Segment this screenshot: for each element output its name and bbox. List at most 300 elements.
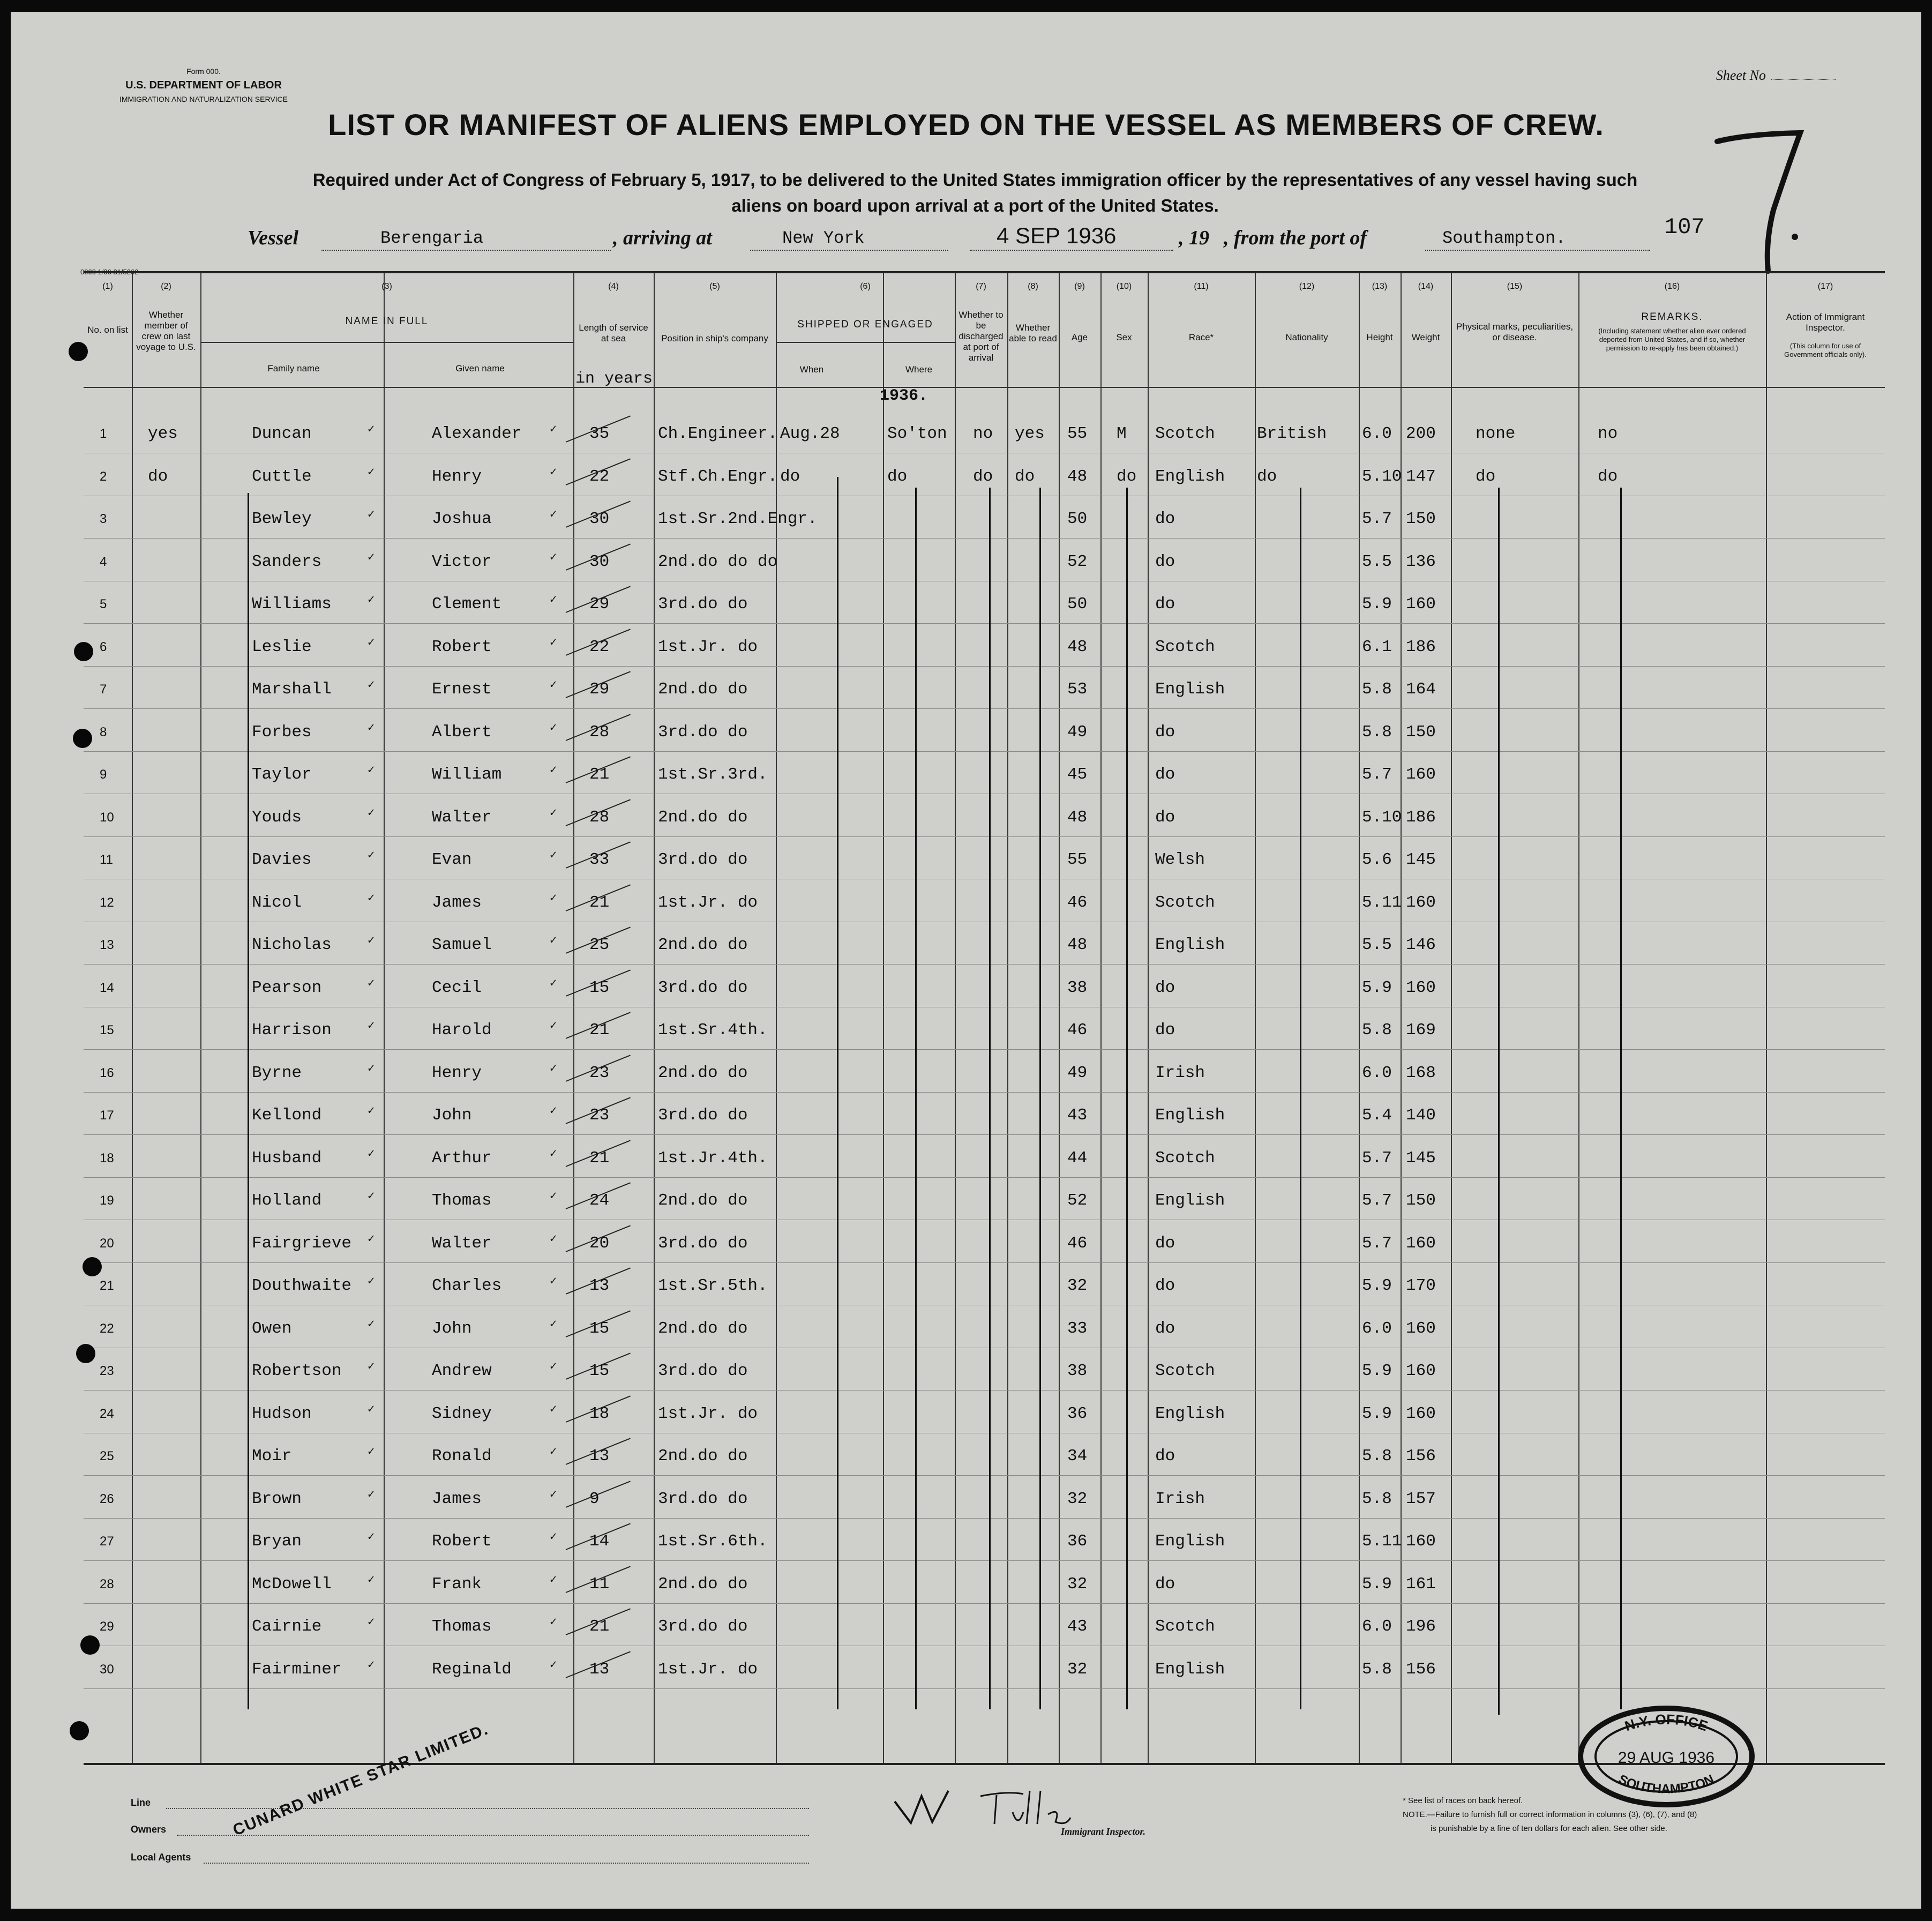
row-number: 16: [100, 1065, 114, 1080]
position: Ch.Engineer.: [658, 424, 778, 443]
check-mark: ✓: [368, 593, 375, 607]
age: 50: [1067, 595, 1088, 614]
position: 3rd.do do: [658, 850, 748, 869]
given-name: Henry: [432, 1063, 482, 1082]
note-fine: is punishable by a fine of ten dollars for each alien. See other side.: [1431, 1824, 1667, 1833]
family-name: Fairminer: [252, 1660, 342, 1679]
weight: 160: [1406, 1319, 1436, 1338]
given-name: Walter: [432, 1234, 492, 1253]
service-years: 29: [589, 595, 610, 614]
row-number: 20: [100, 1236, 114, 1251]
check-mark: ✓: [368, 1190, 375, 1203]
weight: 170: [1406, 1276, 1436, 1295]
check-mark: ✓: [550, 1275, 557, 1288]
family-name: Douthwaite: [252, 1276, 352, 1295]
height: 5.5: [1362, 552, 1392, 571]
age: 46: [1067, 1021, 1088, 1040]
check-mark: ✓: [550, 721, 557, 735]
height: 5.7: [1362, 1148, 1392, 1168]
position: 1st.Sr.6th.: [658, 1532, 768, 1551]
age: 55: [1067, 424, 1088, 443]
position: 2nd.do do: [658, 1191, 748, 1210]
table-row: [84, 1561, 1885, 1604]
position: 3rd.do do: [658, 1106, 748, 1125]
arriving-label: , arriving at: [613, 227, 712, 249]
ditto-line-read: [1039, 488, 1041, 1709]
given-name: Reginald: [432, 1660, 512, 1679]
header-shipped-or-engaged: SHIPPED OR ENGAGED: [797, 319, 933, 330]
weight: 169: [1406, 1021, 1436, 1040]
service-years: 13: [589, 1660, 610, 1679]
age: 32: [1067, 1574, 1088, 1594]
given-name: Samuel: [432, 936, 492, 954]
crew-table: [84, 271, 1885, 1765]
check-mark: ✓: [368, 1104, 375, 1118]
row-number: 27: [100, 1534, 114, 1549]
table-row: [84, 539, 1885, 581]
ditto-line-marks: [1498, 488, 1500, 1715]
header-name-in-full: NAME IN FULL: [345, 316, 429, 327]
position: 3rd.do do: [658, 1234, 748, 1253]
table-row: [84, 1603, 1885, 1646]
binder-hole: [80, 1635, 100, 1655]
position: 1st.Jr.4th.: [658, 1148, 768, 1168]
age: 48: [1067, 808, 1088, 827]
row-number: 30: [100, 1662, 114, 1677]
row-number: 11: [100, 853, 113, 867]
height: 5.8: [1362, 1660, 1392, 1679]
height: 5.7: [1362, 1234, 1392, 1253]
weight: 160: [1406, 1234, 1436, 1253]
age: 53: [1067, 680, 1088, 699]
row-number: 21: [100, 1279, 114, 1293]
given-name: Frank: [432, 1574, 482, 1594]
row-number: 25: [100, 1449, 114, 1463]
col-num-12: (12): [1299, 282, 1315, 291]
check-mark: ✓: [550, 550, 557, 564]
position: 2nd.do do: [658, 1319, 748, 1338]
check-mark: ✓: [368, 550, 375, 564]
service-years: 33: [589, 850, 610, 869]
family-name: Owen: [252, 1319, 292, 1338]
physical-marks: none: [1476, 424, 1516, 443]
service-years: 23: [589, 1106, 610, 1125]
service: IMMIGRATION AND NATURALIZATION SERVICE: [119, 95, 288, 103]
position: 1st.Jr. do: [658, 637, 758, 656]
height: 5.10: [1362, 467, 1402, 486]
service-years: 15: [589, 1319, 610, 1338]
check-mark: ✓: [550, 678, 557, 692]
row-number: 8: [100, 724, 107, 739]
table-row: [84, 410, 1885, 453]
company-stamp: CUNARD WHITE STAR LIMITED.: [230, 1720, 491, 1840]
departure-port: Southampton.: [1442, 228, 1566, 248]
race: Welsh: [1155, 850, 1205, 869]
position: 2nd.do do: [658, 1574, 748, 1594]
col-num-8: (8): [1028, 282, 1038, 291]
weight: 156: [1406, 1660, 1436, 1679]
col-num-13: (13): [1372, 282, 1388, 291]
race: English: [1155, 1404, 1225, 1423]
owners-label: Owners: [131, 1824, 167, 1835]
height: 5.4: [1362, 1106, 1392, 1125]
weight: 200: [1406, 424, 1436, 443]
family-name: Brown: [252, 1489, 302, 1508]
weight: 145: [1406, 1148, 1436, 1168]
table-row: [84, 581, 1885, 624]
nationality: British: [1257, 424, 1327, 443]
height: 5.7: [1362, 765, 1392, 784]
race: Scotch: [1155, 637, 1215, 656]
header-where: Where: [905, 364, 933, 375]
age: 48: [1067, 637, 1088, 656]
stamp-office: N.Y. OFFICE: [1622, 1711, 1710, 1735]
header-remarks-note: (Including statement whether alien ever ordered deported from United States, and if so, whether permission to re-apply has been obtained.): [1598, 327, 1746, 352]
table-row: [84, 1050, 1885, 1093]
table-row: [84, 666, 1885, 709]
race: Scotch: [1155, 424, 1215, 443]
shipped-where: So'ton: [887, 424, 947, 443]
given-name: Clement: [432, 595, 502, 614]
given-name: Harold: [432, 1021, 492, 1040]
position: 2nd.do do: [658, 680, 748, 699]
height: 5.7: [1362, 510, 1392, 528]
height: 5.5: [1362, 936, 1392, 954]
stamp-date: 29 AUG 1936: [1618, 1749, 1715, 1767]
row-number: 1: [100, 427, 107, 441]
table-row: [84, 1348, 1885, 1391]
race: do: [1155, 722, 1175, 742]
given-name: Victor: [432, 552, 492, 571]
height: 5.8: [1362, 1021, 1392, 1040]
service-years: 15: [589, 978, 610, 997]
family-name: Hudson: [252, 1404, 312, 1423]
race: English: [1155, 1106, 1225, 1125]
race: Irish: [1155, 1063, 1205, 1082]
given-name: Charles: [432, 1276, 502, 1295]
given-name: Evan: [432, 850, 472, 869]
header-nationality: Nationality: [1285, 332, 1328, 342]
weight: 186: [1406, 808, 1436, 827]
position: 2nd.do do: [658, 808, 748, 827]
height: 5.11: [1362, 893, 1402, 912]
family-name: Kellond: [252, 1106, 322, 1125]
service-years: 35: [589, 424, 610, 443]
check-mark: ✓: [550, 806, 557, 820]
height: 6.1: [1362, 637, 1392, 656]
service-years: 21: [589, 893, 610, 912]
table-row: [84, 1135, 1885, 1178]
check-mark: ✓: [368, 1616, 375, 1629]
table-row: [84, 1220, 1885, 1263]
table-row: [84, 709, 1885, 752]
weight: 160: [1406, 1362, 1436, 1380]
family-name: Husband: [252, 1148, 322, 1168]
col-num-5: (5): [709, 282, 720, 291]
height: 5.7: [1362, 1191, 1392, 1210]
race: English: [1155, 680, 1225, 699]
height: 5.9: [1362, 1362, 1392, 1380]
row-number: 9: [100, 767, 107, 782]
shipped-when: Aug.28: [780, 424, 840, 443]
vessel-label: Vessel: [248, 227, 298, 249]
col-num-10: (10): [1116, 282, 1132, 291]
check-mark: ✓: [550, 1147, 557, 1161]
height: 5.9: [1362, 595, 1392, 614]
given-name: Joshua: [432, 510, 492, 528]
weight: 160: [1406, 1404, 1436, 1423]
height: 5.9: [1362, 1404, 1392, 1423]
check-mark: ✓: [550, 1616, 557, 1629]
row-number: 23: [100, 1364, 114, 1378]
check-mark: ✓: [550, 636, 557, 649]
print-code: 0000 1/36 31/5262: [80, 268, 139, 276]
header-member-of-crew: Whether member of crew on last voyage to U.S.: [136, 310, 196, 352]
row-number: 10: [100, 810, 114, 825]
position: 2nd.do do do: [658, 552, 778, 571]
check-mark: ✓: [550, 1232, 557, 1246]
header-family-name: Family name: [267, 363, 320, 373]
service-years: 21: [589, 1617, 610, 1636]
ditto-line-when: [837, 477, 838, 1709]
table-row: [84, 1476, 1885, 1519]
check-mark: ✓: [550, 423, 557, 436]
table-row: [84, 1092, 1885, 1135]
check-mark: ✓: [368, 1402, 375, 1416]
header-physical-marks: Physical marks, peculiarities, or disease.: [1456, 322, 1574, 342]
row-number: 19: [100, 1193, 114, 1208]
position: 3rd.do do: [658, 978, 748, 997]
age: 38: [1067, 1362, 1088, 1380]
table-row: [84, 794, 1885, 837]
family-name: Forbes: [252, 722, 312, 742]
header-inspector-action: Action of Immigrant Inspector.: [1786, 312, 1865, 333]
check-mark: ✓: [550, 976, 557, 990]
physical-marks: do: [1476, 467, 1496, 486]
check-mark: ✓: [368, 1445, 375, 1459]
given-name: Arthur: [432, 1148, 492, 1168]
service-years: 18: [589, 1404, 610, 1423]
table-row: [84, 1305, 1885, 1348]
check-mark: ✓: [368, 764, 375, 777]
age: 43: [1067, 1106, 1088, 1125]
position: 2nd.do do: [658, 1447, 748, 1466]
discharged: no: [973, 424, 993, 443]
age: 38: [1067, 978, 1088, 997]
race: do: [1155, 1276, 1175, 1295]
row-number: 24: [100, 1406, 114, 1421]
check-mark: ✓: [368, 1232, 375, 1246]
ditto-line-discharged: [989, 488, 991, 1709]
note-races: * See list of races on back hereof.: [1403, 1796, 1523, 1805]
given-name: William: [432, 765, 502, 784]
family-name: Williams: [252, 595, 332, 614]
race: Scotch: [1155, 1362, 1215, 1380]
check-mark: ✓: [550, 1488, 557, 1501]
position: 1st.Jr. do: [658, 1404, 758, 1423]
check-mark: ✓: [550, 934, 557, 947]
weight: 150: [1406, 722, 1436, 742]
col-num-16: (16): [1664, 282, 1680, 291]
check-mark: ✓: [368, 423, 375, 436]
height: 5.9: [1362, 1276, 1392, 1295]
check-mark: ✓: [550, 1019, 557, 1033]
header-no-on-list: No. on list: [87, 325, 128, 335]
header-given-name: Given name: [455, 363, 505, 373]
weight: 160: [1406, 978, 1436, 997]
svg-text:SOUTHAMPTON: [1616, 1772, 1717, 1797]
line-label: Line: [131, 1797, 151, 1808]
col-num-15: (15): [1507, 282, 1523, 291]
weight: 145: [1406, 850, 1436, 869]
check-mark: ✓: [550, 1530, 557, 1544]
table-row: [84, 965, 1885, 1007]
family-name: Taylor: [252, 765, 312, 784]
height: 5.8: [1362, 722, 1392, 742]
col-num-9: (9): [1074, 282, 1085, 291]
check-mark: ✓: [550, 1402, 557, 1416]
row-number: 28: [100, 1576, 114, 1591]
table-row: [84, 1262, 1885, 1305]
family-name: Byrne: [252, 1063, 302, 1082]
given-name: Walter: [432, 808, 492, 827]
family-name: Moir: [252, 1447, 292, 1466]
position: 3rd.do do: [658, 1489, 748, 1508]
race: Scotch: [1155, 893, 1215, 912]
col-num-7: (7): [976, 282, 986, 291]
office-stamp: [1575, 1703, 1757, 1810]
service-years: 22: [589, 637, 610, 656]
race: English: [1155, 1191, 1225, 1210]
able-to-read: do: [1015, 467, 1035, 486]
ditto-line-crew: [248, 493, 249, 1709]
binder-hole: [73, 729, 92, 748]
age: 44: [1067, 1148, 1088, 1168]
table-row: [84, 1646, 1885, 1689]
check-mark: ✓: [550, 1062, 557, 1075]
table-row: [84, 1391, 1885, 1433]
ditto-line-sex: [1126, 488, 1128, 1709]
row-number: 3: [100, 512, 107, 526]
family-name: Nicol: [252, 893, 302, 912]
arrival-date-stamp: 4 SEP 1936: [997, 223, 1117, 248]
position: 1st.Jr. do: [658, 893, 758, 912]
local-agents-label: Local Agents: [131, 1852, 191, 1863]
binder-hole: [70, 1721, 89, 1740]
family-name: Bryan: [252, 1532, 302, 1551]
weight: 146: [1406, 936, 1436, 954]
height: 5.8: [1362, 1489, 1392, 1508]
row-number: 12: [100, 895, 114, 910]
header-remarks: REMARKS.: [1641, 311, 1703, 323]
row-number: 4: [100, 554, 107, 569]
height: 5.11: [1362, 1532, 1402, 1551]
check-mark: ✓: [368, 1530, 375, 1544]
list-number: 107: [1664, 214, 1705, 240]
check-mark: ✓: [368, 934, 375, 947]
binder-hole: [69, 342, 88, 361]
check-mark: ✓: [550, 1360, 557, 1373]
check-mark: ✓: [368, 1019, 375, 1033]
race: Irish: [1155, 1489, 1205, 1508]
service-years: 30: [589, 552, 610, 571]
weight: 160: [1406, 893, 1436, 912]
service-years: 21: [589, 1021, 610, 1040]
race: English: [1155, 467, 1225, 486]
service-years: 20: [589, 1234, 610, 1253]
position: 1st.Sr.2nd.Engr.: [658, 510, 818, 528]
given-name: Ronald: [432, 1447, 492, 1466]
check-mark: ✓: [550, 1317, 557, 1331]
race: do: [1155, 1234, 1175, 1253]
ditto-line-where: [915, 488, 917, 1709]
given-name: Robert: [432, 637, 492, 656]
age: 48: [1067, 467, 1088, 486]
table-row: [84, 1518, 1885, 1561]
family-name: McDowell: [252, 1574, 332, 1594]
age: 50: [1067, 510, 1088, 528]
given-name: John: [432, 1106, 472, 1125]
height: 5.6: [1362, 850, 1392, 869]
service-years: 11: [589, 1574, 610, 1594]
race: do: [1155, 1447, 1175, 1466]
check-mark: ✓: [368, 1488, 375, 1501]
family-name: Fairgrieve: [252, 1234, 352, 1253]
table-row: [84, 1177, 1885, 1220]
header-length-of-service: Length of service at sea: [579, 323, 648, 343]
form-number: Form 000.: [186, 67, 221, 76]
age: 32: [1067, 1660, 1088, 1679]
service-years: 13: [589, 1276, 610, 1295]
age: 33: [1067, 1319, 1088, 1338]
row-number: 14: [100, 980, 114, 995]
header-inspector-note: (This column for use of Government officials only).: [1784, 342, 1867, 358]
table-row: [84, 1007, 1885, 1050]
race: do: [1155, 1574, 1175, 1594]
check-mark: ✓: [368, 636, 375, 649]
check-mark: ✓: [368, 1658, 375, 1672]
ditto-line-remarks: [1620, 488, 1622, 1709]
form-header: [107, 64, 300, 106]
race: English: [1155, 1660, 1225, 1679]
given-name: Thomas: [432, 1191, 492, 1210]
check-mark: ✓: [368, 465, 375, 479]
discharged: do: [973, 467, 993, 486]
header-age: Age: [1071, 332, 1088, 342]
service-in-years-note: in years: [575, 370, 653, 388]
position: 1st.Sr.5th.: [658, 1276, 768, 1295]
family-name: Bewley: [252, 510, 312, 528]
check-mark: ✓: [368, 1147, 375, 1161]
service-years: 14: [589, 1532, 610, 1551]
check-mark: ✓: [368, 678, 375, 692]
age: 49: [1067, 1063, 1088, 1082]
check-mark: ✓: [550, 593, 557, 607]
given-name: Cecil: [432, 978, 482, 997]
year-label: , 19: [1179, 227, 1209, 249]
table-row: [84, 624, 1885, 667]
weight: 168: [1406, 1063, 1436, 1082]
inspector-label: Immigrant Inspector.: [1061, 1826, 1146, 1837]
weight: 156: [1406, 1447, 1436, 1466]
weight: 147: [1406, 467, 1436, 486]
svg-text:N.Y. OFFICE: [1623, 1711, 1710, 1734]
note-failure: NOTE.—Failure to furnish full or correct information in columns (3), (6), (7), and (8): [1403, 1810, 1697, 1819]
binder-hole: [76, 1344, 95, 1363]
weight: 140: [1406, 1106, 1436, 1125]
check-mark: ✓: [550, 849, 557, 862]
header-weight: Weight: [1411, 332, 1440, 342]
